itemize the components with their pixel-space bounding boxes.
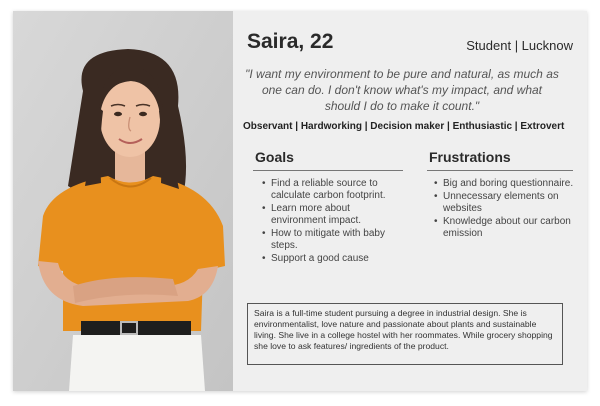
goals-list (261, 178, 401, 266)
goals-divider (253, 170, 403, 171)
frustration-item: • Knowledge about our carbon emission (443, 216, 575, 240)
frustrations-heading: Frustrations (429, 149, 511, 165)
frustration-item: • Big and boring questionnaire. (443, 178, 575, 190)
goal-item: • How to mitigate with baby steps. (271, 228, 401, 252)
persona-photo (13, 11, 233, 391)
frustrations-divider (427, 170, 573, 171)
goal-item: • Find a reliable source to calculate carbon footprint. (271, 178, 401, 202)
frustration-item: • Unnecessary elements on websites (443, 191, 575, 215)
persona-card (13, 11, 587, 391)
persona-bio: Saira is a full-time student pursuing a degree in industrial design. She is environmentalist, love nature and passionate about plants and sustainable living. She live in a college hostel with her roommates. While grocery shopping she love to ask features/ ingredients of the product. (247, 303, 563, 365)
goals-heading: Goals (255, 149, 294, 165)
persona-quote: "I want my environment to be pure and natural, as much as one can do. I don't know what's my impact, and what should I do to make it count." (245, 67, 559, 113)
persona-traits: Observant | Hardworking | Decision maker | Enthusiastic | Extrovert (243, 121, 565, 132)
persona-details (233, 11, 587, 391)
frustrations-list (433, 178, 575, 241)
persona-occupation-location: Student | Lucknow (466, 38, 573, 53)
persona-name: Saira, 22 (247, 30, 334, 53)
goal-item: • Support a good cause (271, 253, 401, 265)
goal-item: • Learn more about environment impact. (271, 203, 401, 227)
persona-portrait-illustration (13, 11, 233, 391)
